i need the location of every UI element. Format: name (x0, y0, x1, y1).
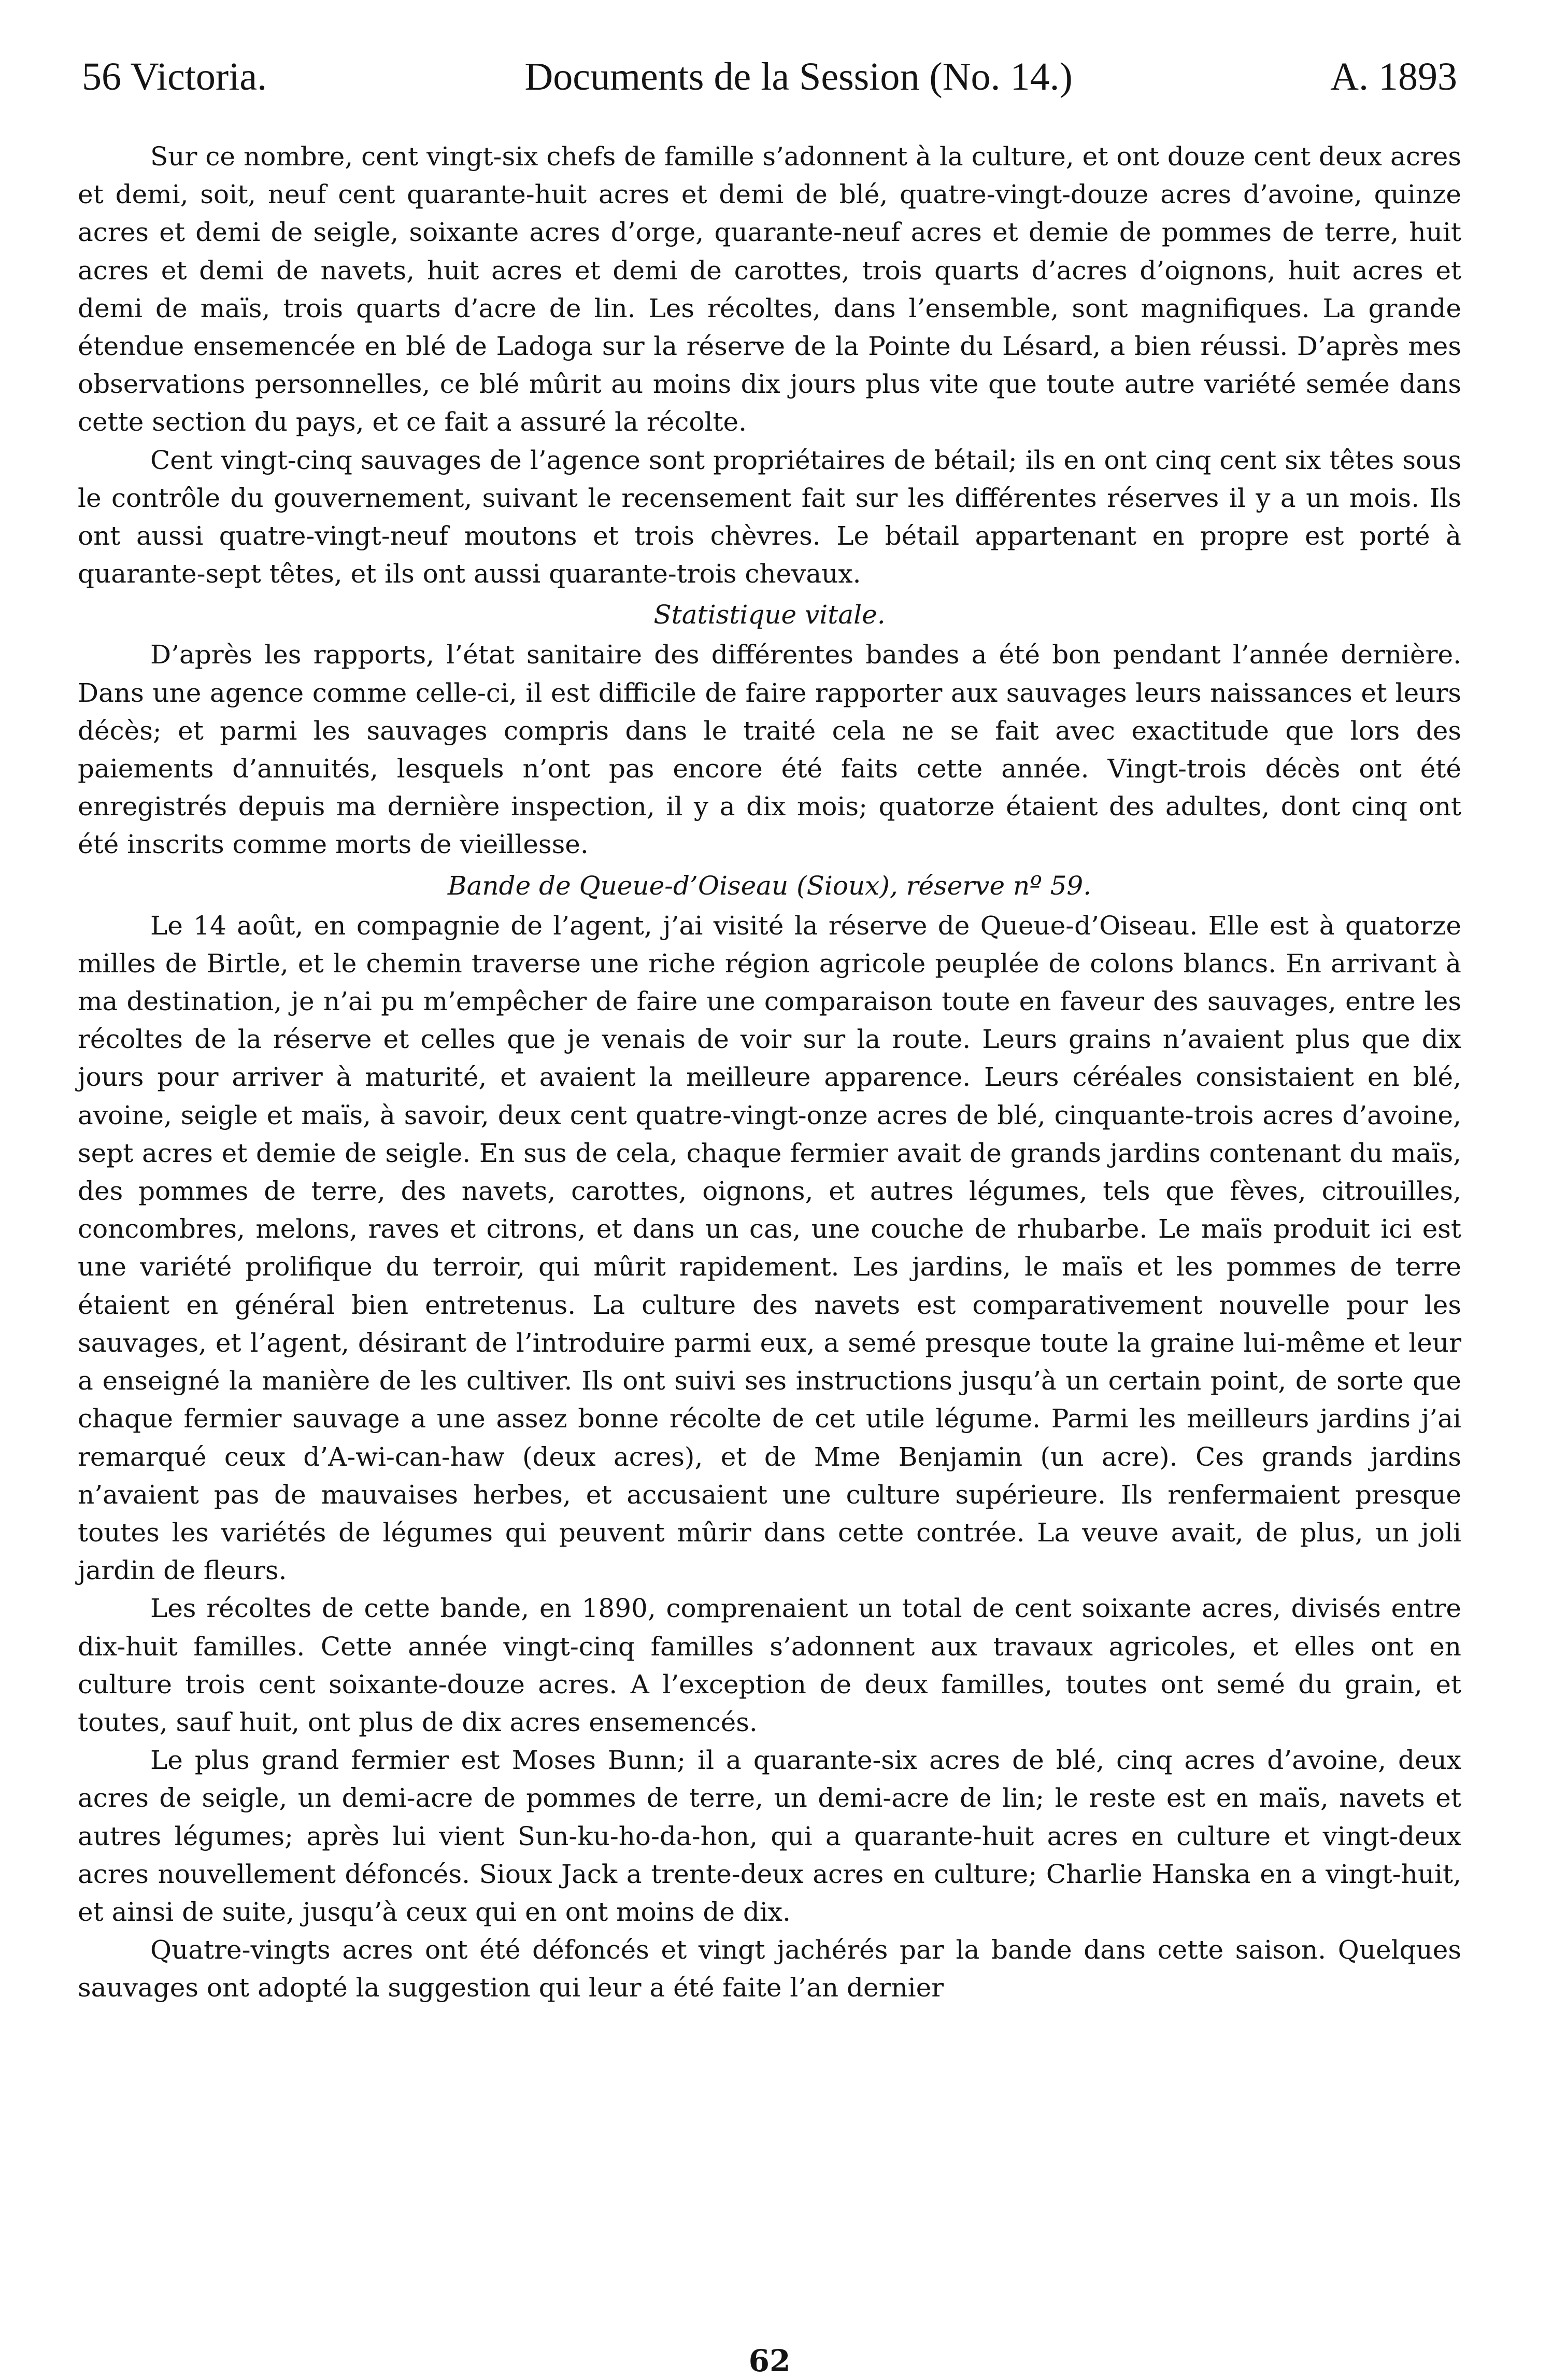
body-text (78, 138, 1461, 2007)
paragraph-crops: Sur ce nombre, cent vingt-six chefs de famille s’adonnent à la culture, et ont douze cent deux acres et demi, soit, neuf cent quarante-huit acres et demi de blé, quatre-vingt-douze acres d’avoine, quinze acres et demi de seigle, soixante acres d’orge, quarante-neuf acres et demie de pommes de terre, huit acres et demi de navets, huit acres et demi de carottes, trois quarts d’acres d’oignons, huit acres et demi de maïs, trois quarts d’acre de lin. Les récoltes, dans l’ensemble, sont magnifiques. La grande étendue ensemencée en blé de Ladoga sur la réserve de la Pointe du Lésard, a bien réussi. D’après mes observations personnelles, ce blé mûrit au moins dix jours plus vite que toute autre variété semée dans cette section du pays, et ce fait a assuré la récolte. (78, 141, 1461, 437)
paragraph-cattle: Cent vingt-cinq sauvages de l’agence sont propriétaires de bétail; ils en ont cinq cent six têtes sous le contrôle du gouvernement, suivant le recensement fait sur les différentes réserves il y a un mois. Ils ont aussi quatre-vingt-neuf moutons et trois chèvres. Le bétail appartenant en propre est porté à quarante-sept têtes, et ils ont aussi quarante-trois chevaux. (78, 445, 1461, 589)
paragraph-largest-farmer: Le plus grand fermier est Moses Bunn; il a quarante-six acres de blé, cinq acres d’avoine, deux acres de seigle, un demi-acre de pommes de terre, un demi-acre de lin; le reste est en maïs, navets et autres légumes; après lui vient Sun-ku-ho-da-hon, qui a quarante-huit acres en culture et vingt-deux acres nouvellement défoncés. Sioux Jack a trente-deux acres en culture; Charlie Hanska en a vingt-huit, et ainsi de suite, jusqu’à ceux qui en ont moins de dix. (78, 1745, 1461, 1927)
heading-vital-statistics: Statistique vitale. (653, 600, 886, 630)
document-page (78, 52, 1461, 2378)
paragraph-visit: Le 14 août, en compagnie de l’agent, j’ai visité la réserve de Queue-d’Oiseau. Elle est à quatorze milles de Birtle, et le chemin traverse une riche région agricole peuplée de colons blancs. En arrivant à ma destination, je n’ai pu m’empêcher de faire une comparaison toute en faveur des sauvages, entre les récoltes de la réserve et celles que je venais de voir sur la route. Leurs grains n’avaient plus que dix jours pour arriver à maturité, et avaient la meilleure apparence. Leurs céréales consistaient en blé, avoine, seigle et maïs, à savoir, deux cent quatre-vingt-onze acres de blé, cinquante-trois acres d’avoine, sept acres et demie de seigle. En sus de cela, chaque fermier avait de grands jardins contenant du maïs, des pommes de terre, des navets, carottes, oignons, et autres légumes, tels que fèves, citrouilles, concombres, melons, raves et citrons, et dans un cas, une couche de rhubarbe. Le maïs produit ici est une variété prolifique du terroir, qui mûrit rapidement. Les jardins, le maïs et les pommes de terre étaient en général bien entretenus. La culture des navets est comparativement nouvelle pour les sauvages, et l’agent, désirant de l’introduire parmi eux, a semé presque toute la graine lui-même et leur a enseigné la manière de les cultiver. Ils ont suivi ses instructions jusqu’à un certain point, de sorte que chaque fermier sauvage a une assez bonne récolte de cet utile légume. Parmi les meilleurs jardins j’ai remarqué ceux d’A-wi-can-haw (deux acres), et de Mme Benjamin (un acre). Ces grands jardins n’avaient pas de mauvaises herbes, et accusaient une culture supérieure. Ils renfermaient presque toutes les variétés de légumes qui peuvent mûrir dans cette contrée. La veuve avait, de plus, un joli jardin de fleurs. (78, 910, 1461, 1586)
paragraph-harvest-1890: Les récoltes de cette bande, en 1890, comprenaient un total de cent soixante acres, divisés entre dix-huit familles. Cette année vingt-cinq familles s’adonnent aux travaux agricoles, et elles ont en culture trois cent soixante-douze acres. A l’exception de deux familles, toutes ont semé du grain, et toutes, sauf huit, ont plus de dix acres ensemencés. (78, 1593, 1461, 1737)
header-year: A. 1893 (1330, 55, 1457, 98)
paragraph-health: D’après les rapports, l’état sanitaire des différentes bandes a été bon pendant l’année dernière. Dans une agence comme celle-ci, il est difficile de faire rapporter aux sauvages leurs naissances et leurs décès; et parmi les sauvages compris dans le traité cela ne se fait avec exactitude que lors des paiements d’annuités, lesquels n’ont pas encore été faits cette année. Vingt-trois décès ont été enregistrés depuis ma dernière inspection, il y a dix mois; quatorze étaient des adultes, dont cinq ont été inscrits comme morts de vieillesse. (78, 640, 1461, 860)
heading-band: Bande de Queue-d’Oiseau (Sioux), réserve nº 59. (447, 870, 1092, 901)
paragraph-breaking: Quatre-vingts acres ont été défoncés et vingt jachérés par la bande dans cette saison. Quelques sauvages ont adopté la suggestion qui leur a été faite l’an dernier (78, 1935, 1461, 2003)
header-volume: 56 Victoria. (82, 55, 267, 98)
header-title: Documents de la Session (No. 14.) (524, 55, 1073, 98)
page-number: 62 (748, 2343, 791, 2378)
running-header (78, 52, 1461, 102)
